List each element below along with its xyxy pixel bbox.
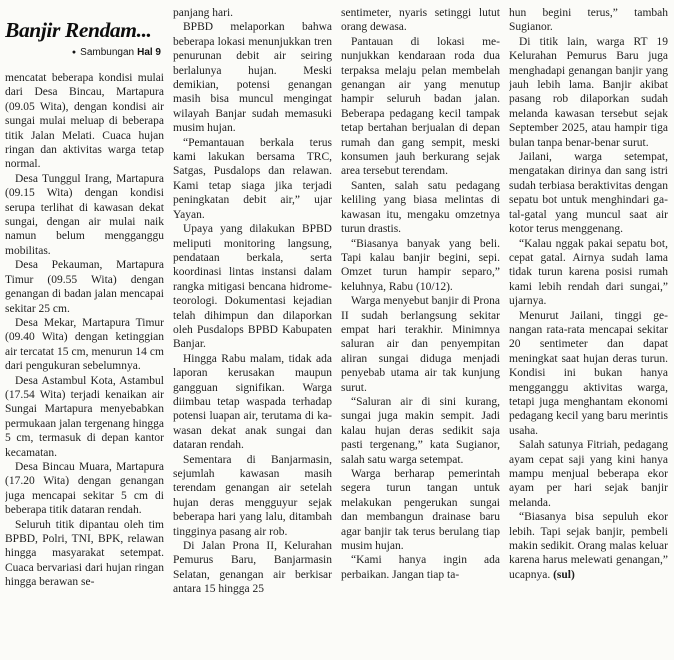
article-title: Banjir Rendam... [5, 18, 152, 42]
article-column-3 [341, 6, 500, 656]
paragraph: sentimeter, nyaris setinggi lutut orang dewasa. [341, 7, 500, 34]
paragraph: Salah satunya Fitriah, pedagang ayam cepat saji yang kini hanya mampu menjual beberapa ekor ayam per hari sejak banjir melanda. [509, 439, 668, 509]
column-body-4 [509, 6, 668, 582]
paragraph: Warga berharap pemerintah segera turun tangan untuk melakukan pengerukan sungai dan membangun drainase baru agar banjir tak terus berulang tiap musim hujan. [341, 468, 500, 553]
paragraph: panjang hari. [173, 7, 234, 19]
paragraph: Desa Astambul Kota, Astambul (17.54 Wita) terjadi kenaikan air Sungai Martapura menyebabkan permukaan jalan tergenang hingga 5 cm, termasuk di depan kantor kecamatan. [5, 374, 164, 459]
column-body-1 [5, 71, 164, 590]
paragraph: Santen, salah satu pedagang keliling yang biasa melintas di kawasan itu, mengaku omzetnya turun drastis. [341, 179, 500, 236]
article-columns [5, 6, 669, 656]
continuation-page-ref: Hal 9 [137, 47, 161, 58]
article-column-1 [5, 6, 164, 656]
paragraph: Warga menyebut banjir di Prona II sudah berlangsung sekitar empat hari terakhir. Minimnya saluran air dan penyempitan aliran sungai diduga menjadi penyebab utama air tak kunjung surut. [341, 295, 500, 394]
paragraph: Sementara di Banjarmasin, sejumlah kawasan masih terendam genangan air setelah hujan deras mengguyur sejak beberapa hari yang lalu, ditambah tingginya pasang air rob. [173, 453, 332, 538]
paragraph: Menurut Jailani, tinggi genangan rata-rata mencapai sekitar 20 sentimeter dan dapat meningkat saat hujan deras turun. Kondisi ini bukan hanya mengganggu aktivitas warga, tetapi juga menghantam ekonomi pedagang kecil yang baru merintis usaha. [509, 309, 668, 437]
article-column-2 [173, 6, 332, 656]
paragraph: Di Jalan Prona II, Kelurahan Pemurus Baru, Banjarmasin Selatan, genangan air berkisar antara 15 hingga 25 [173, 540, 332, 596]
article-header [5, 6, 164, 58]
paragraph: Desa Pekauman, Martapura Timur (09.55 Wita) dengan genangan di badan jalan mencapai sekitar 25 cm. [5, 259, 164, 315]
author-sign: (sul) [553, 568, 575, 581]
paragraph: “Pemantauan berkala terus kami lakukan bersama TRC, Satgas, Pusdalops dan relawan. Kami tetap siaga jika terjadi peningkatan debit air,” ujar Yayan. [173, 136, 332, 221]
paragraph: “Kami hanya ingin ada perbaikan. Jangan tiap ta- [341, 554, 500, 581]
paragraph: BPBD melaporkan bahwa beberapa lokasi menunjukkan tren penurunan debit air seiring berlalunya hujan. Meski demikian, potensi genangan masih bisa muncul mengingat wilayah Banjar sudah memasuki musim hujan. [173, 21, 332, 135]
article-column-4 [509, 6, 668, 656]
paragraph: Seluruh titik dipantau oleh tim BPBD, Polri, TNI, BPK, relawan hingga masyarakat setempat. Cuaca bervariasi dari hujan ringan hingga berawan se- [5, 518, 164, 589]
column-body-2 [173, 6, 332, 597]
paragraph: Hingga Rabu malam, tidak ada laporan kerusakan maupun gangguan signifikan. Warga diimbau tetap waspada terhadap potensi luapan air, terutama di kawasan dekat anak sungai dan dataran rendah. [173, 352, 332, 452]
paragraph: “Biasanya banyak yang beli. Tapi kalau banjir begini, sepi. Omzet turun hampir separo,” keluhnya, Rabu (10/12). [341, 237, 500, 293]
column-body-3 [341, 6, 500, 582]
paragraph: Pantauan di lokasi menunjukkan kendaraan roda dua terpaksa melaju pelan membelah genangan air yang menutup hampir seluruh badan jalan. Beberapa pedagang kecil tampak tetap bertahan berjualan di depan rumah dan gang sempit, meski konsumen jauh berkurang sejak area tersebut terendam. [341, 35, 500, 178]
paragraph: Di titik lain, warga RT 19 Kelurahan Pemurus Baru juga menghadapi genangan banjir yang jauh lebih lama. Banjir akibat pasang rob dilaporkan sudah melanda kawasan tersebut sejak September 2025, atau hampir tiga bulan tanpa benar-benar surut. [509, 35, 668, 149]
bullet-icon: ● [71, 48, 77, 56]
paragraph: “Kalau nggak pakai sepatu bot, cepat gatal. Airnya sudah lama tidak turun karena posisi rumah kami lebih rendah dari sungai,” ujarnya. [509, 237, 668, 308]
paragraph: “Saluran air di sini kurang, sungai juga makin sempit. Jadi kalau hujan deras sedikit saja pasti tergenang,” kata Sugianor, salah satu warga setempat. [341, 395, 500, 466]
paragraph: Desa Mekar, Martapura Timur (09.40 Wita) dengan ketinggian air tercatat 15 cm, menurun 14 cm dari pengukuran sebelumnya. [5, 316, 164, 373]
paragraph: “Biasanya bisa sepuluh ekor lebih. Tapi sejak banjir, pembeli makin sedikit. Orang malas keluar karena harus melewati genangan,” ucapnya. (sul) [509, 511, 668, 581]
paragraph: Upaya yang dilakukan BPBD meliputi monitoring langsung, pendataan berkala, serta koordinasi lintas instansi dalam rangka mitigasi bencana hidrometeorologi. Dokumentasi kejadian telah dihimpun dan dilaporkan oleh Pusdalops BPBD Kabupaten Banjar. [173, 223, 332, 351]
continuation-note [5, 47, 164, 58]
paragraph: mencatat beberapa kondisi mulai dari Desa Bincau, Martapura (09.05 Wita), dengan kondisi air sungai mulai meluap di beberapa titik Jalan Melati. Cuaca hujan ringan dan aktivitas warga tetap normal. [5, 72, 164, 171]
paragraph: Jailani, warga setempat, mengatakan dirinya dan sang istri sudah terbiasa beraktivitas dengan sepatu bot untuk menghindari gatal-gatal yang muncul saat air kotor terus menggenang. [509, 151, 668, 236]
paragraph: Desa Tunggul Irang, Martapura (09.15 Wita) dengan kondisi serupa terlihat di kawasan dekat sungai, dengan air mulai naik namun belum mengganggu mobilitas. [5, 172, 164, 257]
paragraph: hun begini terus,” tambah Sugianor. [509, 7, 668, 34]
continuation-label: Sambungan [80, 47, 135, 58]
paragraph: Desa Bincau Muara, Martapura (17.20 Wita) dengan genangan juga mencapai sekitar 5 cm di beberapa titik dataran rendah. [5, 460, 164, 517]
